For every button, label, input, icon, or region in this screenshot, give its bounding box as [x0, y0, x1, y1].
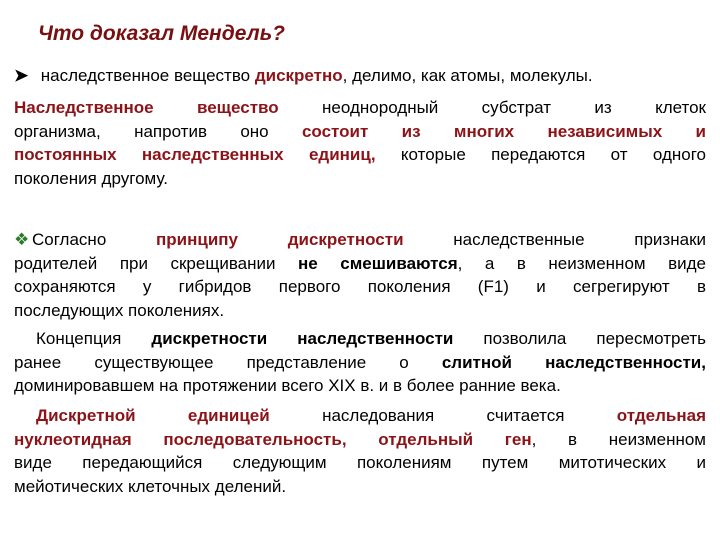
para1-line2: организма, напротив оно состоит из многих независимых и	[14, 121, 706, 141]
para2-line2: родителей при скрещивании не смешиваются, а в неизменном виде	[14, 253, 707, 273]
para2-line1: ❖ Согласно принципу дискретности наследственные признаки	[14, 228, 706, 252]
arrow-bullet-icon: ➤	[14, 66, 29, 85]
para3-line2: ранее существующее представление о слитной наследственности,	[14, 352, 706, 372]
para4-line1: Дискретной единицей наследования считается отдельная	[36, 406, 706, 425]
para2-line3: сохраняются у гибридов первого поколения (F1) и сегрегируют в	[14, 277, 706, 296]
para4-line3: виде передающийся следующим поколениям путем митотических и	[14, 453, 706, 472]
paragraph-unit-definition	[14, 404, 706, 498]
slide-title: Что доказал Мендель?	[38, 22, 285, 45]
para4-line4: мейотических клеточных делений.	[14, 476, 287, 496]
paragraph-heredity-units	[14, 96, 706, 190]
para2-line4: последующих поколениях.	[14, 300, 225, 320]
para4-line2: нуклеотидная последовательность, отдельный ген, в неизменном	[14, 429, 706, 449]
bullet1-highlight: дискретно	[254, 66, 343, 85]
para1-line1: Наследственное вещество неоднородный субстрат из клеток	[14, 98, 706, 117]
para1-line3: постоянных наследственных единиц, которые передаются от одного	[14, 145, 706, 164]
bullet1-text-end: , делимо, как атомы, молекулы.	[342, 66, 593, 85]
bullet-discreteness	[14, 64, 706, 87]
paragraph-discreteness-principle	[14, 228, 706, 322]
diamond-bullet-icon: ❖	[14, 230, 30, 249]
bullet1-text: наследственное вещество	[40, 66, 255, 85]
paragraph-concept	[14, 327, 706, 398]
para1-line4: поколения другому.	[14, 168, 168, 188]
para3-line1: Концепция дискретности наследственности позволила пересмотреть	[36, 329, 706, 348]
para3-line3: доминировавшем на протяжении всего XIX в. и в более ранние века.	[14, 376, 561, 395]
